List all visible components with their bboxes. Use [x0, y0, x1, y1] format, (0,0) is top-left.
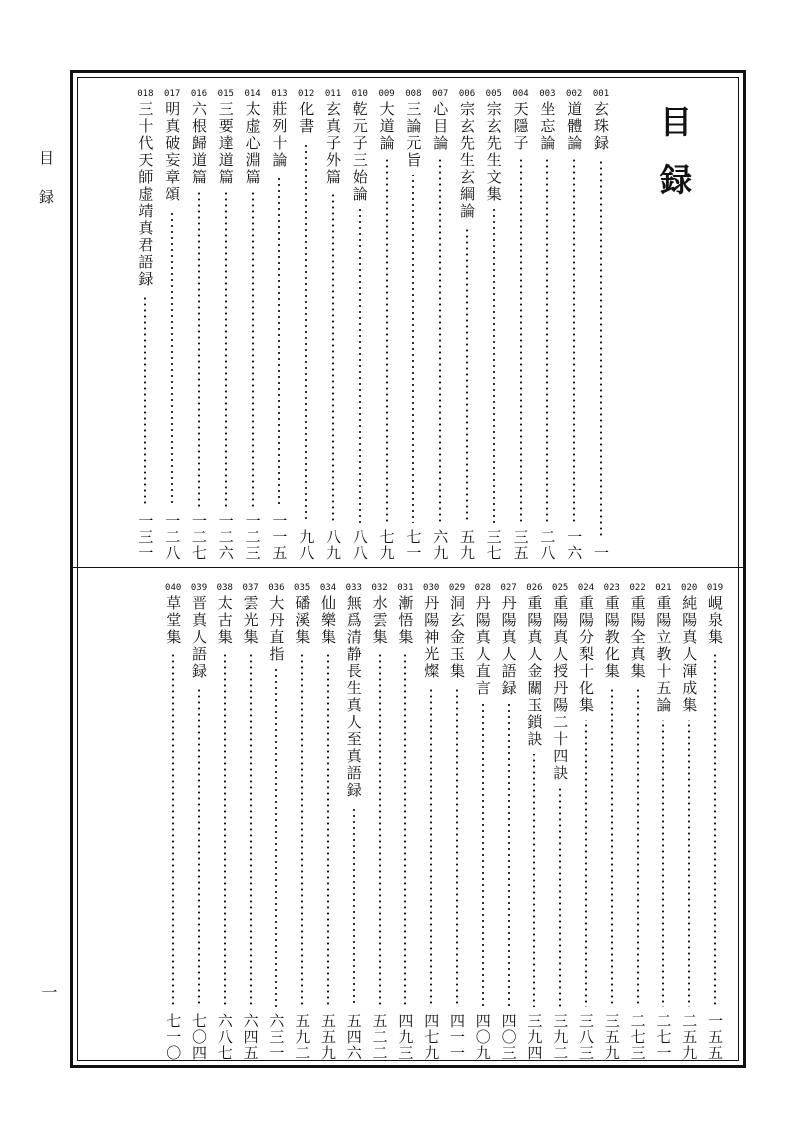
leader-dots — [611, 686, 613, 1007]
leader-dots — [252, 192, 254, 507]
entry-title: 純陽真人渾成集 — [680, 595, 699, 714]
entry-title: 水雲集 — [370, 595, 389, 646]
toc-entry — [651, 583, 675, 1061]
toc-entry — [497, 583, 521, 1061]
toc-entry — [522, 583, 546, 1061]
entry-number: 005 — [485, 89, 502, 99]
toc-entry — [589, 89, 613, 561]
toc-entry — [445, 583, 469, 1061]
leader-dots — [439, 158, 441, 523]
entry-number: 028 — [474, 583, 491, 593]
toc-entry — [213, 583, 237, 1061]
leader-dots — [573, 158, 575, 523]
leader-dots — [688, 720, 690, 1007]
entry-number: 007 — [432, 89, 449, 99]
entry-title: 三十代天師虚靖真君語録 — [136, 101, 155, 288]
entry-page-number: 六八七 — [215, 1013, 234, 1061]
side-running-title: 目録 — [37, 150, 55, 228]
leader-dots — [482, 703, 484, 1007]
entry-title: 三要達道篇 — [216, 101, 235, 186]
leader-dots — [172, 652, 174, 1007]
entry-page-number: 三九四 — [525, 1013, 544, 1061]
entry-number: 002 — [566, 89, 583, 99]
leader-dots — [353, 805, 355, 1007]
entry-page-number: 二八 — [538, 529, 557, 561]
entry-title: 漸悟集 — [396, 595, 415, 646]
entry-page-number: 九八 — [297, 529, 316, 561]
toc-entry — [626, 583, 650, 1061]
entry-number: 024 — [577, 583, 595, 593]
entry-page-number: 三九二 — [551, 1013, 570, 1061]
entry-title: 草堂集 — [164, 595, 183, 646]
entry-number: 038 — [216, 583, 233, 593]
entry-title: 峴泉集 — [706, 595, 724, 646]
entry-number: 003 — [539, 89, 556, 99]
side-page-number: 一 — [39, 984, 58, 1000]
entry-page-number: 六四五 — [241, 1013, 260, 1061]
leader-dots — [559, 788, 561, 1007]
entry-number: 018 — [137, 89, 154, 99]
leader-dots — [493, 209, 495, 523]
leader-dots — [379, 652, 381, 1007]
toc-entry — [368, 583, 392, 1061]
toc-entry — [133, 89, 157, 561]
entry-page-number: 三七 — [484, 529, 503, 561]
leader-dots — [386, 158, 388, 523]
leader-dots — [359, 209, 361, 523]
entry-title: 玄珠録 — [592, 101, 610, 152]
entry-page-number: 七九 — [377, 529, 396, 561]
entry-number: 025 — [552, 583, 569, 593]
leader-dots — [430, 686, 432, 1007]
entry-title: 仙樂集 — [319, 595, 337, 646]
entry-number: 031 — [397, 583, 414, 593]
toc-entry — [535, 89, 559, 561]
entry-page-number: 四九三 — [396, 1013, 415, 1061]
entry-title: 丹陽神光燦 — [422, 595, 441, 680]
entry-number: 004 — [512, 89, 529, 99]
entry-number: 033 — [345, 583, 362, 593]
leader-dots — [278, 175, 280, 507]
entry-number: 029 — [448, 583, 466, 593]
entry-number: 014 — [244, 89, 261, 99]
toc-entry — [419, 583, 443, 1061]
entry-title: 丹陽真人直言 — [473, 595, 492, 697]
entry-title: 莊列十論 — [270, 101, 289, 169]
entry-title: 大道論 — [377, 101, 396, 152]
toc-entry — [294, 89, 318, 561]
leader-dots — [198, 686, 200, 1007]
entry-number: 009 — [378, 89, 395, 99]
entry-number: 032 — [371, 583, 388, 593]
toc-entry — [574, 583, 598, 1061]
entry-page-number: 一三一 — [136, 513, 155, 561]
entry-page-number: 五九 — [458, 529, 476, 561]
entry-page-number: 四一一 — [448, 1013, 466, 1061]
entry-page-number: 七一〇 — [164, 1013, 183, 1061]
toc-entry — [482, 89, 506, 561]
section-divider — [73, 567, 743, 568]
toc-entry — [548, 583, 572, 1061]
toc-entry — [321, 89, 345, 561]
entry-title: 乾元子三始論 — [350, 101, 369, 203]
entry-number: 016 — [190, 89, 208, 99]
entry-page-number: 一二七 — [190, 513, 208, 561]
leader-dots — [250, 652, 252, 1007]
entry-title: 大丹直指 — [267, 595, 286, 663]
entry-title: 重陽真人金關玉鎖訣 — [525, 595, 544, 748]
entry-page-number: 四〇九 — [473, 1013, 492, 1061]
entry-title: 心目論 — [431, 101, 450, 152]
entry-title: 雲光集 — [241, 595, 260, 646]
toc-entry — [241, 89, 265, 561]
leader-dots — [332, 192, 334, 523]
entry-page-number: 七一 — [404, 529, 423, 561]
entry-title: 重陽教化集 — [602, 595, 621, 680]
entry-number: 017 — [164, 89, 181, 99]
toc-entry — [455, 89, 479, 561]
entry-title: 無爲清静長生真人至真語録 — [344, 595, 363, 799]
entry-number: 030 — [423, 583, 440, 593]
entry-number: 026 — [526, 583, 543, 593]
entry-title: 宗玄先生文集 — [484, 101, 503, 203]
entry-page-number: 六九 — [431, 529, 450, 561]
toc-entry — [428, 89, 452, 561]
leader-dots — [600, 158, 602, 539]
entry-page-number: 一一五 — [270, 513, 289, 561]
entry-number: 010 — [351, 89, 368, 99]
toc-entry — [161, 583, 185, 1061]
entry-number: 008 — [405, 89, 422, 99]
toc-entry — [187, 89, 211, 561]
leader-dots — [585, 720, 587, 1007]
entry-number: 037 — [242, 583, 259, 593]
toc-entry — [677, 583, 701, 1061]
entry-number: 039 — [190, 583, 208, 593]
entry-title: 磻溪集 — [293, 595, 312, 646]
entry-number: 021 — [655, 583, 672, 593]
leader-dots — [404, 652, 406, 1007]
entry-title: 重陽立教十五論 — [654, 595, 673, 714]
entry-page-number: 二七三 — [628, 1013, 647, 1061]
entry-page-number: 三五九 — [602, 1013, 621, 1061]
toc-entry — [267, 89, 291, 561]
leader-dots — [305, 141, 307, 523]
entry-number: 027 — [500, 583, 517, 593]
entry-page-number: 八九 — [324, 529, 342, 561]
entry-page-number: 五二二 — [370, 1013, 389, 1061]
entry-page-number: 五九二 — [293, 1013, 312, 1061]
leader-dots — [714, 652, 716, 1007]
toc-entry — [239, 583, 263, 1061]
toc-entry — [290, 583, 314, 1061]
toc-entry — [562, 89, 586, 561]
entry-title: 坐忘論 — [538, 101, 557, 152]
entry-page-number: 一二八 — [163, 513, 182, 561]
entry-page-number: 二五九 — [680, 1013, 699, 1061]
entry-number: 035 — [294, 583, 311, 593]
leader-dots — [662, 720, 664, 1007]
toc-entry — [600, 583, 624, 1061]
leader-dots — [225, 192, 227, 507]
entry-title: 洞玄金玉集 — [448, 595, 466, 680]
entry-title: 宗玄先生玄綱論 — [458, 101, 476, 220]
toc-entry — [264, 583, 288, 1061]
entry-page-number: 八八 — [350, 529, 369, 561]
leader-dots — [327, 652, 329, 1007]
entry-page-number: 一六 — [565, 529, 584, 561]
entry-title: 玄真子外篇 — [324, 101, 342, 186]
entry-title: 三論元旨 — [404, 101, 423, 169]
entry-number: 022 — [629, 583, 646, 593]
leader-dots — [198, 192, 200, 507]
leader-dots — [533, 754, 535, 1007]
entry-title: 天隱子 — [511, 101, 530, 152]
toc-entry — [342, 583, 366, 1061]
leader-dots — [412, 175, 414, 523]
leader-dots — [456, 686, 458, 1007]
entry-title: 丹陽真人語録 — [499, 595, 518, 697]
leader-dots — [144, 294, 146, 507]
entry-page-number: 五四六 — [344, 1013, 363, 1061]
leader-dots — [171, 209, 173, 507]
entry-page-number: 一五五 — [706, 1013, 724, 1061]
entry-number: 034 — [319, 583, 337, 593]
entry-page-number: 四〇三 — [499, 1013, 518, 1061]
entry-number: 011 — [324, 89, 342, 99]
entry-number: 012 — [298, 89, 315, 99]
toc-entry — [316, 583, 340, 1061]
entry-title: 重陽全真集 — [628, 595, 647, 680]
leader-dots — [466, 226, 468, 523]
entry-title: 重陽分梨十化集 — [577, 595, 595, 714]
entry-page-number: 七〇四 — [190, 1013, 208, 1061]
toc-entry — [703, 583, 727, 1061]
toc-entry — [401, 89, 425, 561]
entry-title: 六根歸道篇 — [190, 101, 208, 186]
entry-page-number: 四七九 — [422, 1013, 441, 1061]
entry-number: 015 — [217, 89, 234, 99]
entry-title: 化書 — [297, 101, 316, 135]
entry-number: 020 — [681, 583, 698, 593]
entry-number: 001 — [592, 89, 610, 99]
entry-title: 晋真人語録 — [190, 595, 208, 680]
entry-number: 013 — [271, 89, 288, 99]
entry-page-number: 五五九 — [319, 1013, 337, 1061]
entry-number: 036 — [268, 583, 285, 593]
toc-frame — [70, 70, 746, 1068]
toc-entry — [509, 89, 533, 561]
leader-dots — [224, 652, 226, 1007]
entry-page-number: 一 — [592, 545, 610, 561]
entry-number: 019 — [706, 583, 724, 593]
page-title: 目録 — [655, 105, 693, 221]
entry-title: 道體論 — [565, 101, 584, 152]
leader-dots — [637, 686, 639, 1007]
entry-page-number: 三五 — [511, 529, 530, 561]
leader-dots — [520, 158, 522, 523]
toc-entry — [160, 89, 184, 561]
leader-dots — [546, 158, 548, 523]
toc-entry — [187, 583, 211, 1061]
entry-page-number: 二七一 — [654, 1013, 673, 1061]
entry-number: 040 — [165, 583, 182, 593]
entry-page-number: 六三一 — [267, 1013, 286, 1061]
entry-number: 006 — [458, 89, 476, 99]
leader-dots — [508, 703, 510, 1007]
entry-page-number: 一二六 — [216, 513, 235, 561]
toc-entry — [393, 583, 417, 1061]
toc-entry — [348, 89, 372, 561]
entry-title: 明真破妄章頌 — [163, 101, 182, 203]
entry-page-number: 一二三 — [243, 513, 262, 561]
entry-page-number: 三八三 — [577, 1013, 595, 1061]
leader-dots — [301, 652, 303, 1007]
leader-dots — [275, 669, 277, 1007]
toc-entry — [471, 583, 495, 1061]
entry-title: 太虚心淵篇 — [243, 101, 262, 186]
entry-title: 太古集 — [215, 595, 234, 646]
toc-entry — [214, 89, 238, 561]
entry-title: 重陽真人授丹陽二十四訣 — [551, 595, 570, 782]
toc-entry — [375, 89, 399, 561]
entry-number: 023 — [603, 583, 620, 593]
